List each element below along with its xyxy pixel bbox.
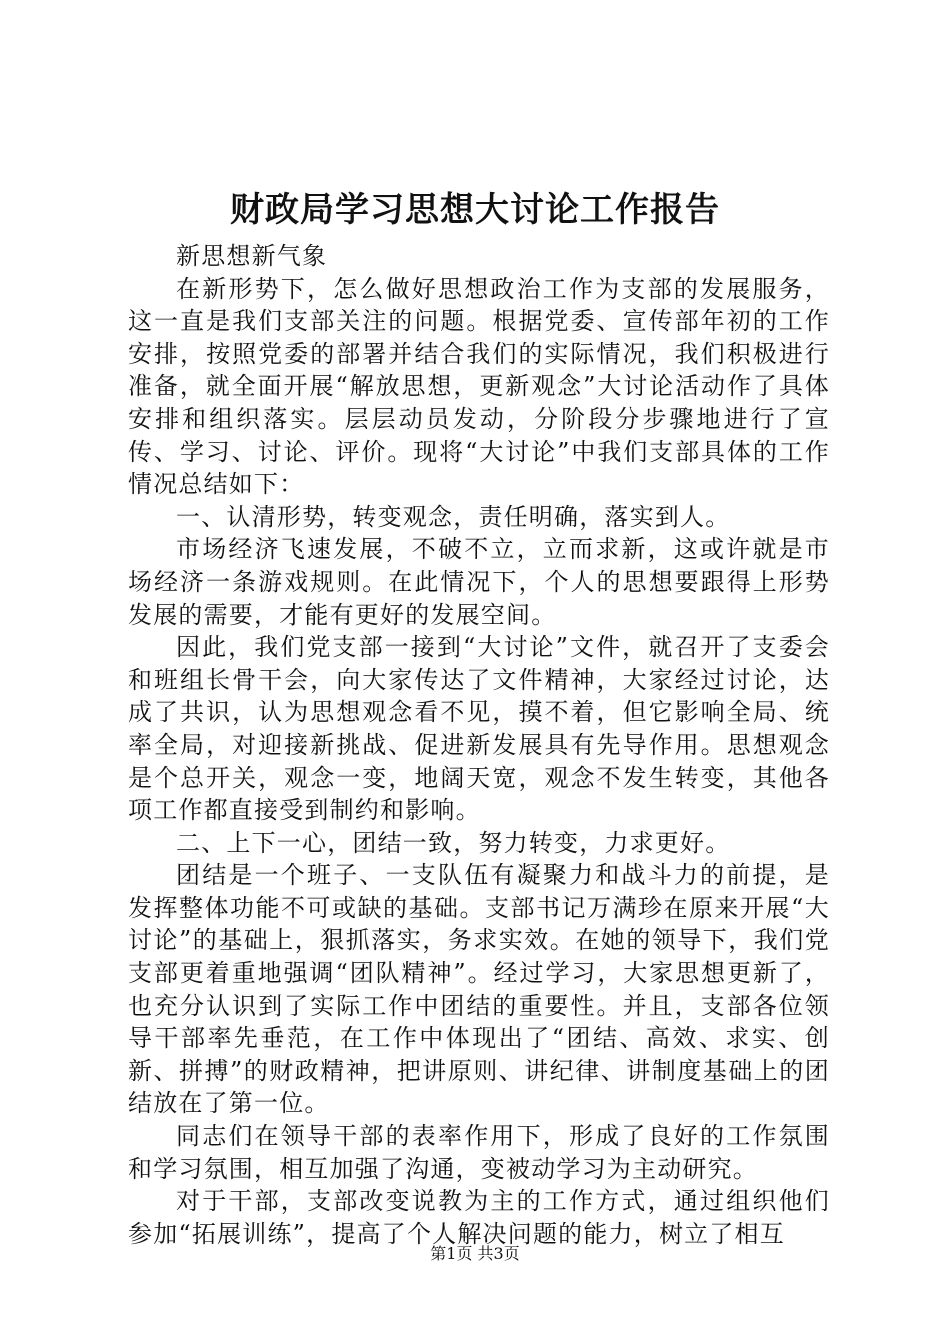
paragraph: 市场经济飞速发展，不破不立，立而求新，这或许就是市场经济一条游戏规则。在此情况下，个人的思想要跟得上形势发展的需要，才能有更好的发展空间。 xyxy=(128,535,830,629)
section-heading-1: 一、认清形势，转变观念，责任明确，落实到人。 xyxy=(176,502,731,531)
document-body xyxy=(128,240,830,1250)
paragraph-subtitle: 新思想新气象 xyxy=(176,242,328,270)
paragraph: 因此，我们党支部一接到“大讨论”文件，就召开了支委会和班组长骨干会，向大家传达了文件精神，大家经过讨论，达成了共识，认为思想观念看不见，摸不着，但它影响全局、统率全局，对迎接新挑战、促进新发展具有先导作用。思想观念是个总开关，观念一变，地阔天宽，观念不发生转变，其他各项工作都直接受到制约和影响。 xyxy=(128,633,830,825)
page-footer: 第1页 共3页 xyxy=(430,1244,520,1263)
paragraph: 团结是一个班子、一支队伍有凝聚力和战斗力的前提，是发挥整体功能不可或缺的基础。支部书记万满珍在原来开展“大讨论”的基础上，狠抓落实，务求实效。在她的领导下，我们党支部更着重地强调“团队精神”。经过学习，大家思想更新了，也充分认识到了实际工作中团结的重要性。并且，支部各位领导干部率先垂范，在工作中体现出了“团结、高效、求实、创新、拼搏”的财政精神，把讲原则、讲纪律、讲制度基础上的团结放在了第一位。 xyxy=(128,861,830,1118)
section-heading-2: 二、上下一心，团结一致，努力转变，力求更好。 xyxy=(176,828,731,857)
paragraph: 对于干部，支部改变说教为主的工作方式，通过组织他们参加“拓展训练”，提高了个人解决问题的能力，树立了相互 xyxy=(128,1187,830,1248)
paragraph-intro: 在新形势下，怎么做好思想政治工作为支部的发展服务，这一直是我们支部关注的问题。根据党委、宣传部年初的工作安排，按照党委的部署并结合我们的实际情况，我们积极进行准备，就全面开展“解放思想，更新观念”大讨论活动作了具体安排和组织落实。层层动员发动，分阶段分步骤地进行了宣传、学习、讨论、评价。现将“大讨论”中我们支部具体的工作情况总结如下： xyxy=(128,274,830,499)
document-title: 财政局学习思想大讨论工作报告 xyxy=(230,190,720,230)
paragraph: 同志们在领导干部的表率作用下，形成了良好的工作氛围和学习氛围，相互加强了沟通，变被动学习为主动研究。 xyxy=(128,1122,830,1183)
